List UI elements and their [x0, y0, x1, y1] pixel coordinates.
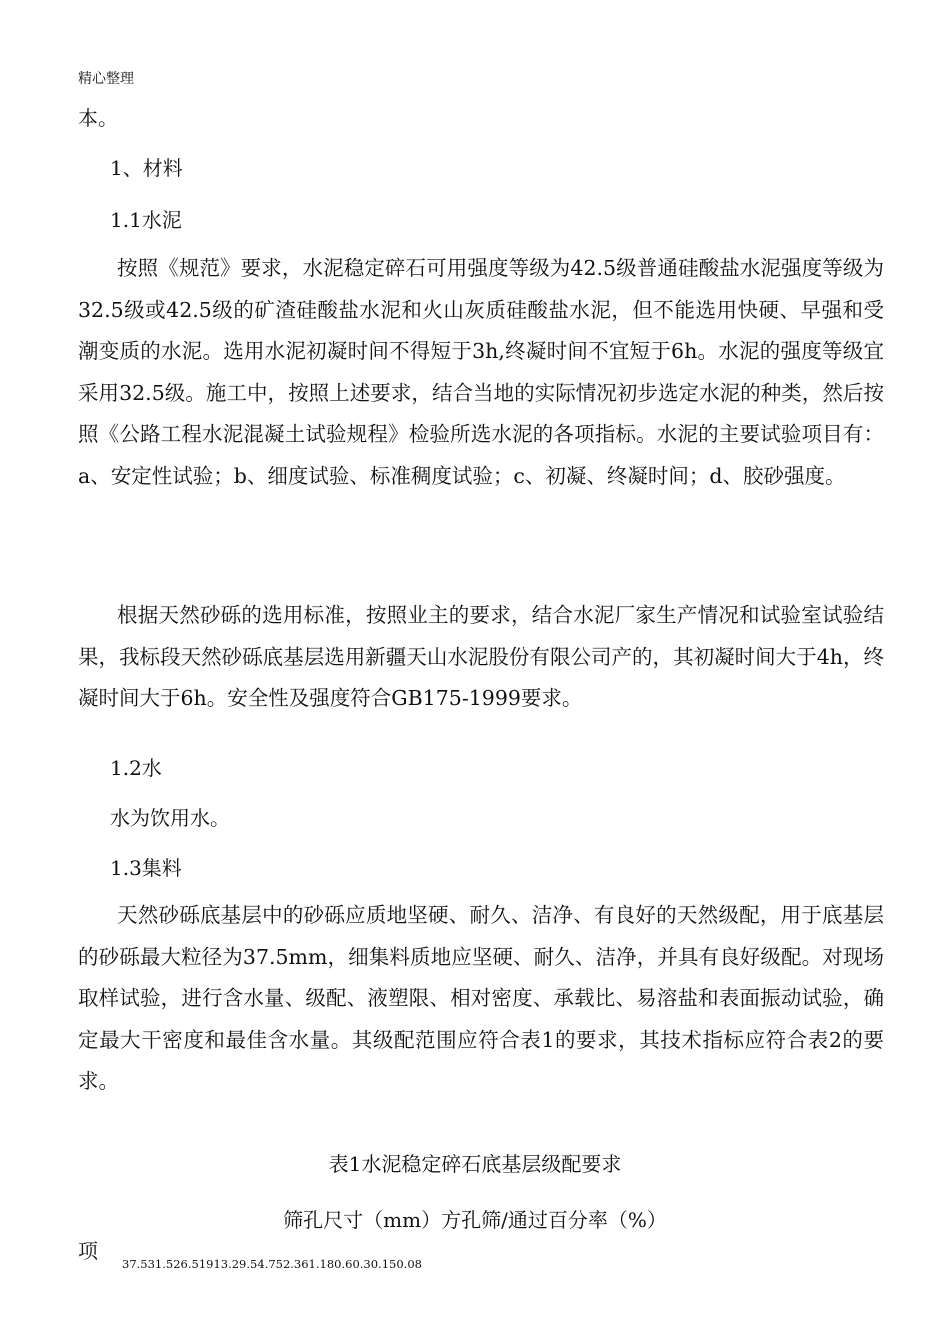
section-heading-materials: 1、材料 [110, 156, 183, 180]
paragraph-aggregate: 天然砂砾底基层中的砂砾应质地坚硬、耐久、洁净、有良好的天然级配，用于底基层的砂砾最大粒径为37.5mm，细集料质地应坚硬、耐久、洁净，并具有良好级配。对现场取样试验，进行含水量、级配、液塑限、相对密度、承载比、易溶盐和表面振动试验，确定最大干密度和最佳含水量。其级配范围应符合表1的要求，其技术指标应符合表2的要求。 [78, 903, 884, 1093]
paragraph-water: 水为饮用水。 [110, 806, 230, 830]
paragraph-cement-requirements: 按照《规范》要求，水泥稳定碎石可用强度等级为42.5级普通硅酸盐水泥强度等级为32.5级或42.5级的矿渣硅酸盐水泥和火山灰质硅酸盐水泥，但不能选用快硬、早强和受潮变质的水泥。选用水泥初凝时间不得短于3h,终凝时间不宜短于6h。水泥的强度等级宜采用32.5级。施工中，按照上述要求，结合当地的实际情况初步选定水泥的种类，然后按照《公路工程水泥混凝土试验规程》检验所选水泥的各项指标。水泥的主要试验项目有：a、安定性试验；b、细度试验、标准稠度试验；c、初凝、终凝时间；d、胶砂强度。 [78, 256, 884, 488]
table1-sieve-sizes: 37.531.526.51913.29.54.752.361.180.60.30.150.08 [122, 1257, 422, 1271]
table1-caption: 表1水泥稳定碎石底基层级配要求 [328, 1152, 622, 1176]
table1-row-label: 项 [78, 1239, 98, 1263]
section-heading-water: 1.2水 [110, 756, 162, 780]
table1-header-sieve: 筛孔尺寸（mm）方孔筛/通过百分率（%） [283, 1208, 667, 1232]
continuation-text: 本。 [78, 106, 118, 130]
header-note: 精心整理 [78, 71, 134, 87]
section-heading-aggregate: 1.3集料 [110, 856, 182, 880]
section-heading-cement: 1.1水泥 [110, 208, 182, 232]
paragraph-cement-selection: 根据天然砂砾的选用标准，按照业主的要求，结合水泥厂家生产情况和试验室试验结果，我标段天然砂砾底基层选用新疆天山水泥股份有限公司产的，其初凝时间大于4h，终凝时间大于6h。安全性及强度符合GB175-1999要求。 [78, 603, 884, 710]
